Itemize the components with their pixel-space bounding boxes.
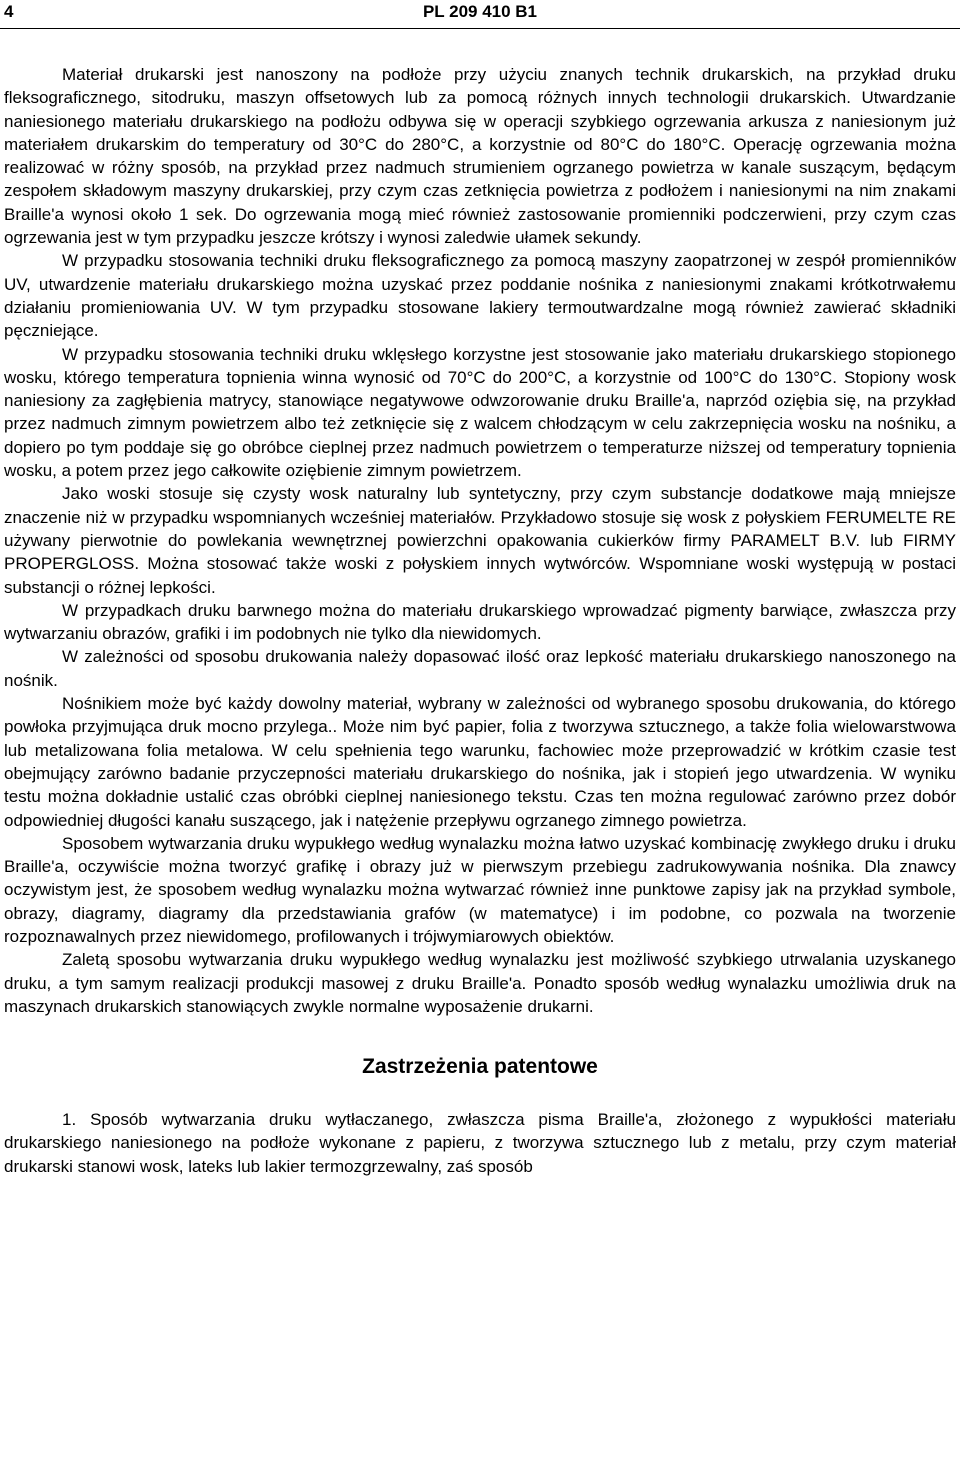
- paragraph: Nośnikiem może być każdy dowolny materiał, wybrany w zależności od wybranego sposobu drukowania, do którego powłoka przyjmująca druk mocno przylega.. Może nim być papier, folia z tworzywa sztucznego, a także folia wielowarstwowa lub metalizowana folia metalowa. W celu spełnienia tego warunku, fachowiec może przeprowadzić w krótkim czasie test obejmujący zarówno badanie przyczepności materiału drukarskiego do nośnika, jak i stopień jego utwardzenia. W wyniku testu można dokładnie ustalić czas obróbki cieplnej naniesionego tekstu. Czas ten można regulować zarówno przez dobór odpowiedniej długości kanału suszącego, jak i natężenie przepływu ogrzanego zimnego powietrza.: [4, 694, 956, 830]
- description-body: [4, 63, 956, 1018]
- paragraph: W przypadkach druku barwnego można do materiału drukarskiego wprowadzać pigmenty barwiące, zwłaszcza przy wytwarzaniu obrazów, grafiki i im podobnych nie tylko dla niewidomych.: [4, 600, 956, 644]
- paragraph: W przypadku stosowania techniki druku fleksograficznego za pomocą maszyny zaopatrzonej w zespół promienników UV, utwardzenie materiału drukarskiego można uzyskać przez poddanie nośnika z naniesionymi znakami krótkotrwałemu działaniu promieniowania UV. W tym przypadku stosowane lakiery termoutwardzalne mogą również zawierać składniki pęczniejące.: [4, 251, 956, 341]
- paragraph: Materiał drukarski jest nanoszony na podłoże przy użyciu znanych technik drukarskich, na przykład druku fleksograficznego, sitodruku, maszyn offsetowych lub za pomocą różnych innych technologii drukarskich. Utwardzanie naniesionego materiału drukarskiego na podłożu odbywa się w operacji szybkiego ogrzewania arkusza z naniesionym już materiałem drukarskim do temperatury od 30°C do 280°C, a korzystnie od 80°C do 180°C. Operację ogrzewania można realizować w różny sposób, na przykład przez nadmuch strumieniem ogrzanego powietrza w kanale suszącym, będącym zespołem składowym maszyny drukarskiej, przy czym czas zetknięcia powietrza z podłożem i naniesionymi na nim znakami Braille'a wynosi około 1 sek. Do ogrzewania mogą mieć również zastosowanie promienniki podczerwieni, przy czym czas ogrzewania jest w tym przypadku jeszcze krótszy i wynosi zaledwie ułamek sekundy.: [4, 65, 956, 248]
- paragraph: Sposobem wytwarzania druku wypukłego według wynalazku można łatwo uzyskać kombinację zwykłego druku i druku Braille'a, oczywiście można tworzyć grafikę i obrazy już w pierwszym przebiegu zadrukowywania nośnika. Dla znawcy oczywistym jest, że sposobem według wynalazku można wytwarzać również inne punktowe zapisy jak na przykład symbole, obrazy, diagramy, diagramy dla przedstawiania grafów (w matematyce) i im podobne, co pozwala na tworzenie rozpoznawalnych przez niewidomego, profilowanych i trójwymiarowych obiektów.: [4, 833, 956, 946]
- paragraph: Zaletą sposobu wytwarzania druku wypukłego według wynalazku jest możliwość szybkiego utrwalania uzyskanego druku, a tym samym realizacji produkcji masowej z druku Braille'a. Ponadto sposób według wynalazku umożliwia druk na maszynach drukarskich stanowiących zwykle normalne wyposażenie drukarni.: [4, 950, 956, 1016]
- claim-item: 1. Sposób wytwarzania druku wytłaczanego, zwłaszcza pisma Braille'a, złożonego z wypukłości materiału drukarskiego naniesionego na podłoże wykonane z papieru, z tworzywa sztucznego lub z metalu, przy czym materiał drukarski stanowi wosk, lateks lub lakier termozgrzewalny, zaś sposób: [4, 1110, 956, 1176]
- paragraph: W zależności od sposobu drukowania należy dopasować ilość oraz lepkość materiału drukarskiego nanoszonego na nośnik.: [4, 647, 956, 690]
- document-id: PL 209 410 B1: [422, 2, 538, 21]
- claims-list: [4, 1108, 956, 1178]
- page-header: [0, 0, 960, 29]
- page-number: 4: [4, 2, 14, 21]
- claims-heading: Zastrzeżenia patentowe: [362, 1055, 598, 1079]
- paragraph: Jako woski stosuje się czysty wosk naturalny lub syntetyczny, przy czym substancje dodatkowe mają mniejsze znaczenie niż w przypadku wspomnianych wcześniej materiałów. Przykładowo stosuje się wosk z połyskiem FERUMELTE RE używany pierwotnie do powlekania wewnętrznej powierzchni opakowania cukierków firmy PARAMELT B.V. lub FIRMY PROPERGLOSS. Można stosować także woski z połyskiem innych wytwórców. Wspomniane woski występują w postaci substancji o różnej lepkości.: [4, 484, 956, 597]
- paragraph: W przypadku stosowania techniki druku wklęsłego korzystne jest stosowanie jako materiału drukarskiego stopionego wosku, którego temperatura topnienia winna wynosić od 70°C do 200°C, a korzystnie od 100°C do 130°C. Stopiony wosk naniesiony za zagłębienia matrycy, stanowiące negatywowe odwzorowanie druku Braille'a, naprzód oziębia się, na przykład przez nadmuch zimnym powietrzem albo też zetknięcie się z walcem chłodzącym w celu zakrzepnięcia wosku na nośniku, a dopiero po tym poddaje się go obróbce cieplnej przez nadmuch powietrzem o temperaturze niższej od temperatury topnienia wosku, a potem przez jego całkowite oziębienie zimnym powietrzem.: [4, 344, 956, 481]
